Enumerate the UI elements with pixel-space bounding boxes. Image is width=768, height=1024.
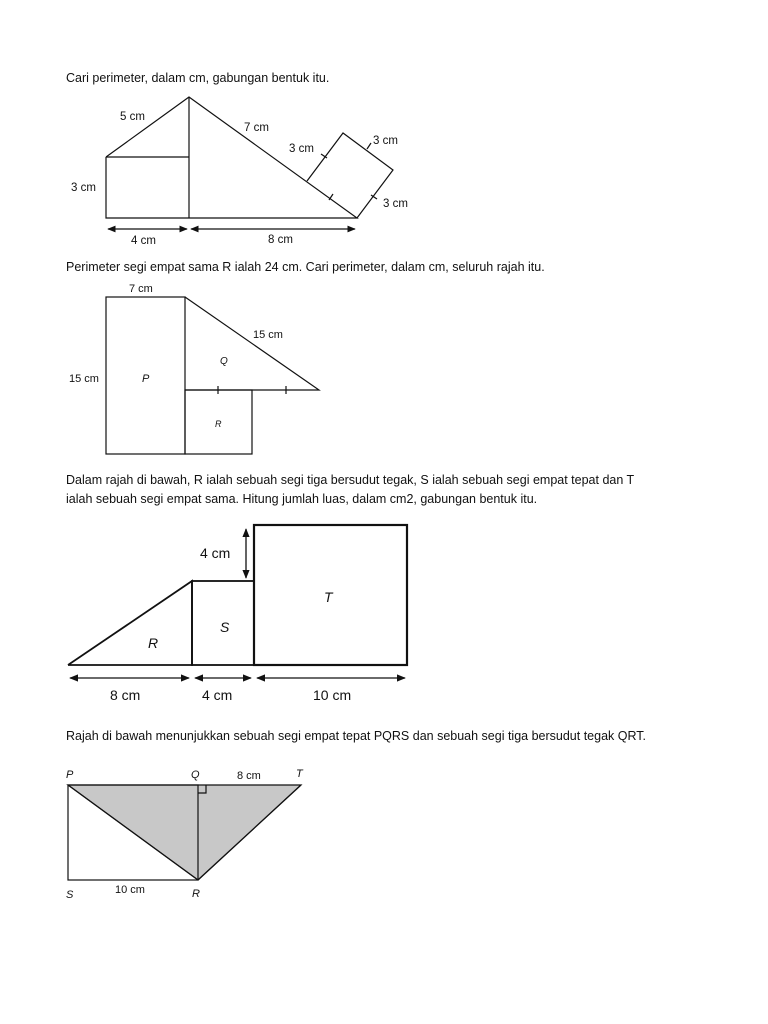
label-base-left: 4 cm	[131, 235, 156, 247]
label-qt: 8 cm	[237, 770, 261, 782]
label-square-left: 3 cm	[289, 143, 314, 155]
diagram-1	[106, 97, 393, 229]
label-s: S	[220, 619, 230, 635]
question-4-text: Rajah di bawah menunjukkan sebuah segi empat tepat PQRS dan sebuah segi tiga bersudut tegak QRT.	[66, 729, 646, 743]
label-hyp-big: 7 cm	[244, 122, 269, 134]
label-left: 15 cm	[69, 373, 99, 385]
shaded-region	[68, 785, 301, 880]
label-hyp: 15 cm	[253, 329, 283, 341]
label-q: Q	[220, 356, 228, 367]
label-base-t: 10 cm	[313, 687, 352, 703]
label-r: R	[148, 635, 159, 651]
diagram-4	[68, 785, 301, 880]
diagram-3	[68, 525, 407, 678]
label-height-diff: 4 cm	[200, 545, 231, 561]
label-r: R	[192, 888, 200, 900]
label-hyp-small: 5 cm	[120, 111, 145, 123]
label-r: R	[215, 419, 222, 429]
question-3-text-line-2: ialah sebuah segi empat sama. Hitung jumlah luas, dalam cm2, gabungan bentuk itu.	[66, 492, 538, 506]
tick-mark	[367, 143, 371, 149]
label-t: T	[296, 768, 303, 780]
triangle-q	[185, 297, 319, 390]
question-1-text: Cari perimeter, dalam cm, gabungan bentuk itu.	[66, 71, 330, 85]
label-s: S	[66, 889, 74, 901]
label-square-right: 3 cm	[383, 198, 408, 210]
label-p: P	[142, 373, 150, 385]
label-base-s: 4 cm	[202, 687, 233, 703]
label-t: T	[324, 589, 333, 605]
label-base-r: 8 cm	[110, 687, 141, 703]
question-3-text-line-1: Dalam rajah di bawah, R ialah sebuah segi tiga bersudut tegak, S ialah sebuah segi empat tepat dan T	[66, 473, 635, 487]
label-rect-height: 3 cm	[71, 182, 96, 194]
label-top: 7 cm	[129, 283, 153, 295]
label-q: Q	[191, 769, 200, 781]
diagram-2	[106, 297, 319, 454]
label-square-top: 3 cm	[373, 135, 398, 147]
question-2-text: Perimeter segi empat sama R ialah 24 cm. Cari perimeter, dalam cm, seluruh rajah itu.	[66, 260, 545, 274]
label-p: P	[66, 769, 74, 781]
label-sr: 10 cm	[115, 884, 145, 896]
triangle-r	[68, 581, 192, 665]
label-base-right: 8 cm	[268, 234, 293, 246]
